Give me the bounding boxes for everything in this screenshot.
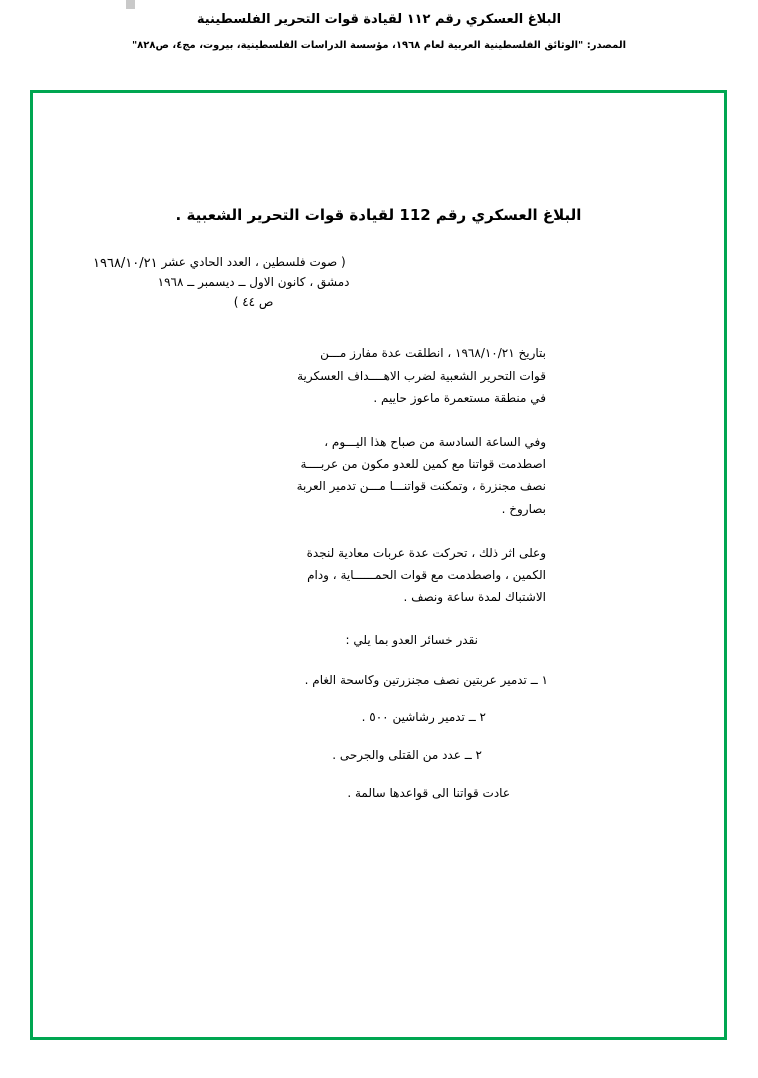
bulletin-date: ١٩٦٨/١٠/٢١ (93, 256, 158, 271)
paragraph-2 (93, 431, 664, 520)
paragraph-2-line-2: اصطدمت قواتنا مع كمين للعدو مكون من عربــــة (300, 457, 546, 472)
paragraph-1 (93, 342, 664, 409)
bulletin-title: البلاغ العسكري رقم 112 لقيادة قوات التحرير الشعبية . (175, 206, 582, 224)
page-title: البلاغ العسكري رقم ١١٢ لقيادة قوات التحرير الفلسطينية (196, 12, 562, 27)
losses-intro: نقدر خسائر العدو بما يلي : (345, 633, 478, 648)
publication-info (158, 253, 350, 312)
publication-line-3: ص ٤٤ ) (233, 294, 274, 309)
bulletin-meta (93, 253, 664, 312)
document-body (93, 203, 664, 804)
loss-item-2: ٢ ــ تدمير رشاشين ٥٠٠ . (361, 710, 486, 725)
paragraph-1-line-3: في منطقة مستعمرة ماعوز حاييم . (373, 390, 546, 405)
scan-artifact-mark (126, 0, 135, 9)
publication-line-2: دمشق ، كانون الاول ــ ديسمبر ــ ١٩٦٨ (157, 274, 350, 289)
paragraph-1-line-1: بتاريخ ١٩٦٨/١٠/٢١ ، انطلقت عدة مفارز مـــن (320, 346, 546, 361)
paragraph-3-line-3: الاشتباك لمدة ساعة ونصف . (403, 590, 546, 605)
source-citation: المصدر: "الوثائق الفلسطينية العربية لعام ١٩٦٨، مؤسسة الدراسات الفلسطينية، بيروت، مج٤، ص٨٢٨" (131, 39, 627, 51)
document-header (0, 0, 758, 53)
paragraph-3 (93, 542, 664, 609)
document-frame (30, 90, 727, 1040)
paragraph-2-line-4: بصاروخ . (501, 501, 546, 516)
loss-item-1: ١ ــ تدمير عربتين نصف مجنزرتين وكاسحة الغام . (304, 672, 548, 687)
paragraph-3-line-2: الكمين ، واصطدمت مع قوات الحمــــــاية ، ودام (307, 567, 546, 582)
paragraph-2-line-3: نصف مجنزرة ، وتمكنت قواتنـــا مـــن تدمير العربة (296, 479, 546, 494)
paragraph-3-line-1: وعلى اثر ذلك ، تحركت عدة عربات معادية لنجدة (306, 545, 546, 560)
paragraph-2-line-1: وفي الساعة السادسة من صباح هذا اليـــوم ، (324, 434, 546, 449)
loss-item-3: ٢ ــ عدد من القتلى والجرحى . (332, 748, 482, 763)
paragraph-1-line-2: قوات التحرير الشعبية لضرب الاهــــداف العسكرية (297, 368, 546, 383)
publication-line-1: ( صوت فلسطين ، العدد الحادي عشر (161, 255, 346, 269)
closing-statement: عادت قواتنا الى قواعدها سالمة . (347, 785, 510, 800)
